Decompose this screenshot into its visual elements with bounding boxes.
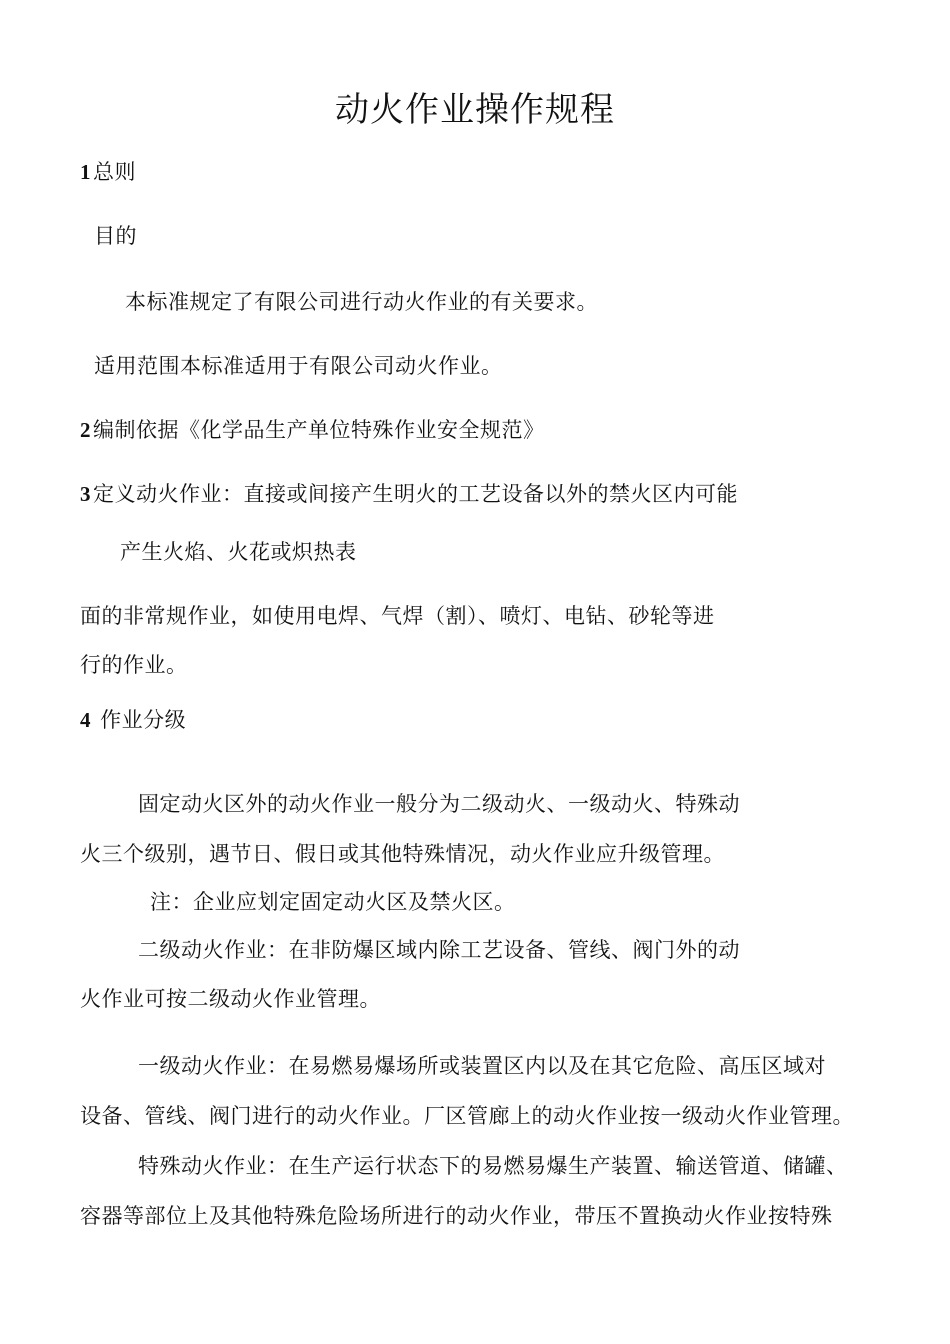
paragraph-line: 火作业可按二级动火作业管理。: [80, 987, 381, 1011]
paragraph-line: 二级动火作业：在非防爆区域内除工艺设备、管线、阀门外的动: [138, 938, 740, 962]
section-number: 1: [80, 160, 91, 184]
section-heading-basis: [80, 416, 545, 444]
paragraph-line: 设备、管线、阀门进行的动火作业。厂区管廊上的动火作业按一级动火作业管理。: [80, 1104, 854, 1128]
paragraph-line: 适用范围本标准适用于有限公司动火作业。: [94, 354, 503, 378]
paragraph-line: 容器等部位上及其他特殊危险场所进行的动火作业，带压不置换动火作业按特殊: [80, 1204, 833, 1228]
section-heading-text: 定义动火作业：直接或间接产生明火的工艺设备以外的禁火区内可能: [93, 482, 738, 506]
section-heading-text: 作业分级: [93, 708, 187, 732]
section-heading-definition: [80, 480, 738, 508]
paragraph-line: 一级动火作业：在易燃易爆场所或装置区内以及在其它危险、高压区域对: [138, 1054, 826, 1078]
paragraph-line: 本标准规定了有限公司进行动火作业的有关要求。: [125, 290, 598, 314]
paragraph-line: 行的作业。: [80, 653, 188, 677]
document-title: 动火作业操作规程: [335, 90, 615, 130]
paragraph-line: 特殊动火作业：在生产运行状态下的易燃易爆生产装置、输送管道、储罐、: [138, 1154, 848, 1178]
paragraph-line: 产生火焰、火花或炽热表: [120, 540, 357, 564]
section-number: 2: [80, 418, 91, 442]
section-heading-text: 总则: [93, 160, 136, 184]
section-number: 3: [80, 482, 91, 506]
paragraph-line: 面的非常规作业，如使用电焊、气焊（割）、喷灯、电钻、砂轮等进: [80, 604, 715, 628]
section-number: 4: [80, 708, 91, 732]
paragraph-line: 固定动火区外的动火作业一般分为二级动火、一级动火、特殊动: [138, 792, 740, 816]
subheading-purpose: 目的: [94, 224, 137, 248]
section-heading-general: [80, 158, 136, 186]
paragraph-line: 火三个级别，遇节日、假日或其他特殊情况，动火作业应升级管理。: [80, 842, 725, 866]
section-heading-classification: [80, 706, 186, 734]
section-heading-text: 编制依据《化学品生产单位特殊作业安全规范》: [93, 418, 545, 442]
note-line: 注：企业应划定固定动火区及禁火区。: [150, 890, 516, 914]
